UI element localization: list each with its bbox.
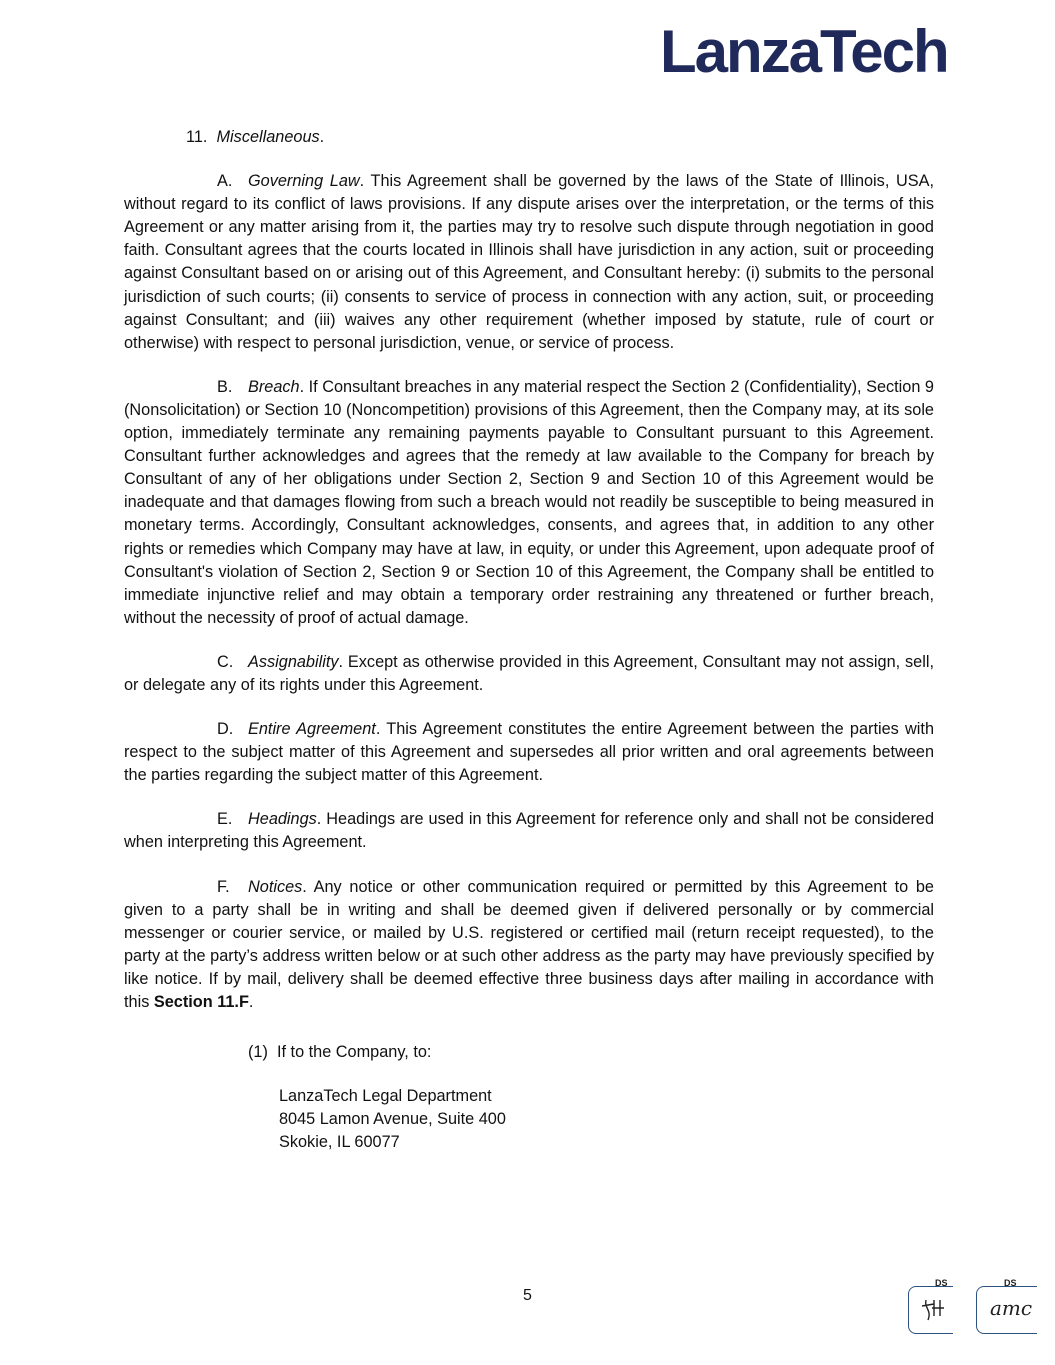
section-title: Miscellaneous <box>216 128 320 146</box>
clause-letter: E. <box>217 810 233 829</box>
clause-letter: B. <box>217 377 233 396</box>
clause-headings <box>124 808 934 854</box>
clause-title: Headings <box>248 810 317 829</box>
clause-letter: D. <box>217 720 234 739</box>
section-number: 11. <box>186 128 208 146</box>
clause-governing-law <box>124 170 934 355</box>
clause-title: Breach <box>248 377 300 396</box>
company-address <box>279 1085 934 1154</box>
clause-title: Entire Agreement <box>248 720 376 739</box>
clause-text: . This Agreement shall be governed by the laws of the State of Illinois, USA, without regard to its conflict of laws provisions. If any dispute arises over the interpretation, or the terms of this Agreement or any matter arising from it, the parties may try to resolve such dispute through negotiation in good faith. Consultant agrees that the courts located in Illinois shall have jurisdiction in any action, suit or proceeding against Consultant based on or arising out of this Agreement, and Consultant hereby: (i) submits to the personal jurisdiction of such courts; (ii) consents to service of process in connection with any action, suit, or proceeding against Consultant; and (iii) waives any other requirement (whether imposed by statute, rule of court or otherwise) with respect to personal jurisdiction, venue, or service of process. <box>124 172 934 352</box>
clause-title: Governing Law <box>248 172 360 191</box>
clause-breach <box>124 376 934 630</box>
document-body <box>124 126 934 1154</box>
clause-letter: C. <box>217 652 234 671</box>
clause-letter: F. <box>217 877 230 896</box>
clause-text: . This Agreement constitutes the entire Agreement between the parties with respect to the subject matter of this Agreement and supersedes all prior written and oral agreements between the parties regarding the subject matter of this Agreement. <box>124 720 935 785</box>
notice-company-line <box>248 1041 934 1064</box>
address-line: 8045 Lamon Avenue, Suite 400 <box>279 1110 506 1129</box>
clause-title: Notices <box>248 877 303 896</box>
ds-tag: DS <box>935 1278 948 1288</box>
clause-text: . Headings are used in this Agreement for reference only and shall not be considered when interpreting this Agreement. <box>124 810 934 852</box>
initials-handwritten: amc <box>990 1296 1033 1320</box>
address-line: LanzaTech Legal Department <box>279 1087 492 1106</box>
clause-assignability <box>124 651 934 697</box>
clause-letter: A. <box>217 172 233 191</box>
section-heading: 11. Miscellaneous. <box>186 128 325 146</box>
section-reference: Section 11.F <box>153 993 249 1011</box>
clause-text: . If Consultant breaches in any material respect the Section 2 (Confidentiality), Section 9 (Nonsolicitation) or Section 10 (Noncompetition) provisions of this Agreement, then the Company may, at its sole option, immediately terminate any remaining payments payable to Consultant pursuant to this Agreement. Consultant further acknowledges and agrees that the remedy at law available to the Company for breach by Consultant of any of her obligations under Section 2, Section 9 and Section 10 of this Agreement would be inadequate and that damages flowing from such a breach would not readily be susceptible to being measured in monetary terms. Accordingly, Consultant acknowledges, consents, and agrees that, in addition to any other rights or remedies which Company may have at law, in equity, or under this Agreement, upon adequate proof of Consultant's violation of Section 2, Section 9 or Section 10 of this Agreement, the Company shall be entitled to immediate injunctive relief and may obtain a temporary order restraining any threatened or further breach, without the necessity of proof of actual damage. <box>124 377 934 627</box>
clause-notices: F. Notices. Any notice or other communication required or permitted by this Agreement to be given to a party shall be in writing and shall be deemed given if delivered personally or by commercial messenger or courier service, or mailed by U.S. registered or certified mail (return receipt requested), to the party at the party’s address written below or at such other address as the party may have previously specified by like notice. If by mail, delivery shall be deemed effective three business days after mailing in accordance with this Section 11.F. <box>124 877 934 1011</box>
clause-entire-agreement <box>124 718 934 787</box>
clause-text: . Any notice or other communication required or permitted by this Agreement to be given to a party shall be in writing and shall be deemed given if delivered personally or by commercial messenger or courier service, or mailed by U.S. registered or certified mail (return receipt requested), to the party at the party’s address written below or at such other address as the party may have previously specified by like notice. If by mail, delivery shall be deemed effective three business days after mailing in accordance with this <box>124 877 934 1011</box>
signature-scribble-icon <box>920 1294 948 1324</box>
clause-text: . Except as otherwise provided in this Agreement, Consultant may not assign, sell, or delegate any of its rights under this Agreement. <box>124 652 934 694</box>
page-number: 5 <box>523 1287 532 1304</box>
ds-tag: DS <box>1004 1278 1017 1288</box>
address-line: Skokie, IL 60077 <box>279 1133 400 1152</box>
clause-title: Assignability <box>248 652 339 671</box>
notice-number: (1) <box>248 1043 268 1062</box>
notice-label: If to the Company, to: <box>276 1043 432 1062</box>
company-logo: LanzaTech <box>660 18 948 85</box>
